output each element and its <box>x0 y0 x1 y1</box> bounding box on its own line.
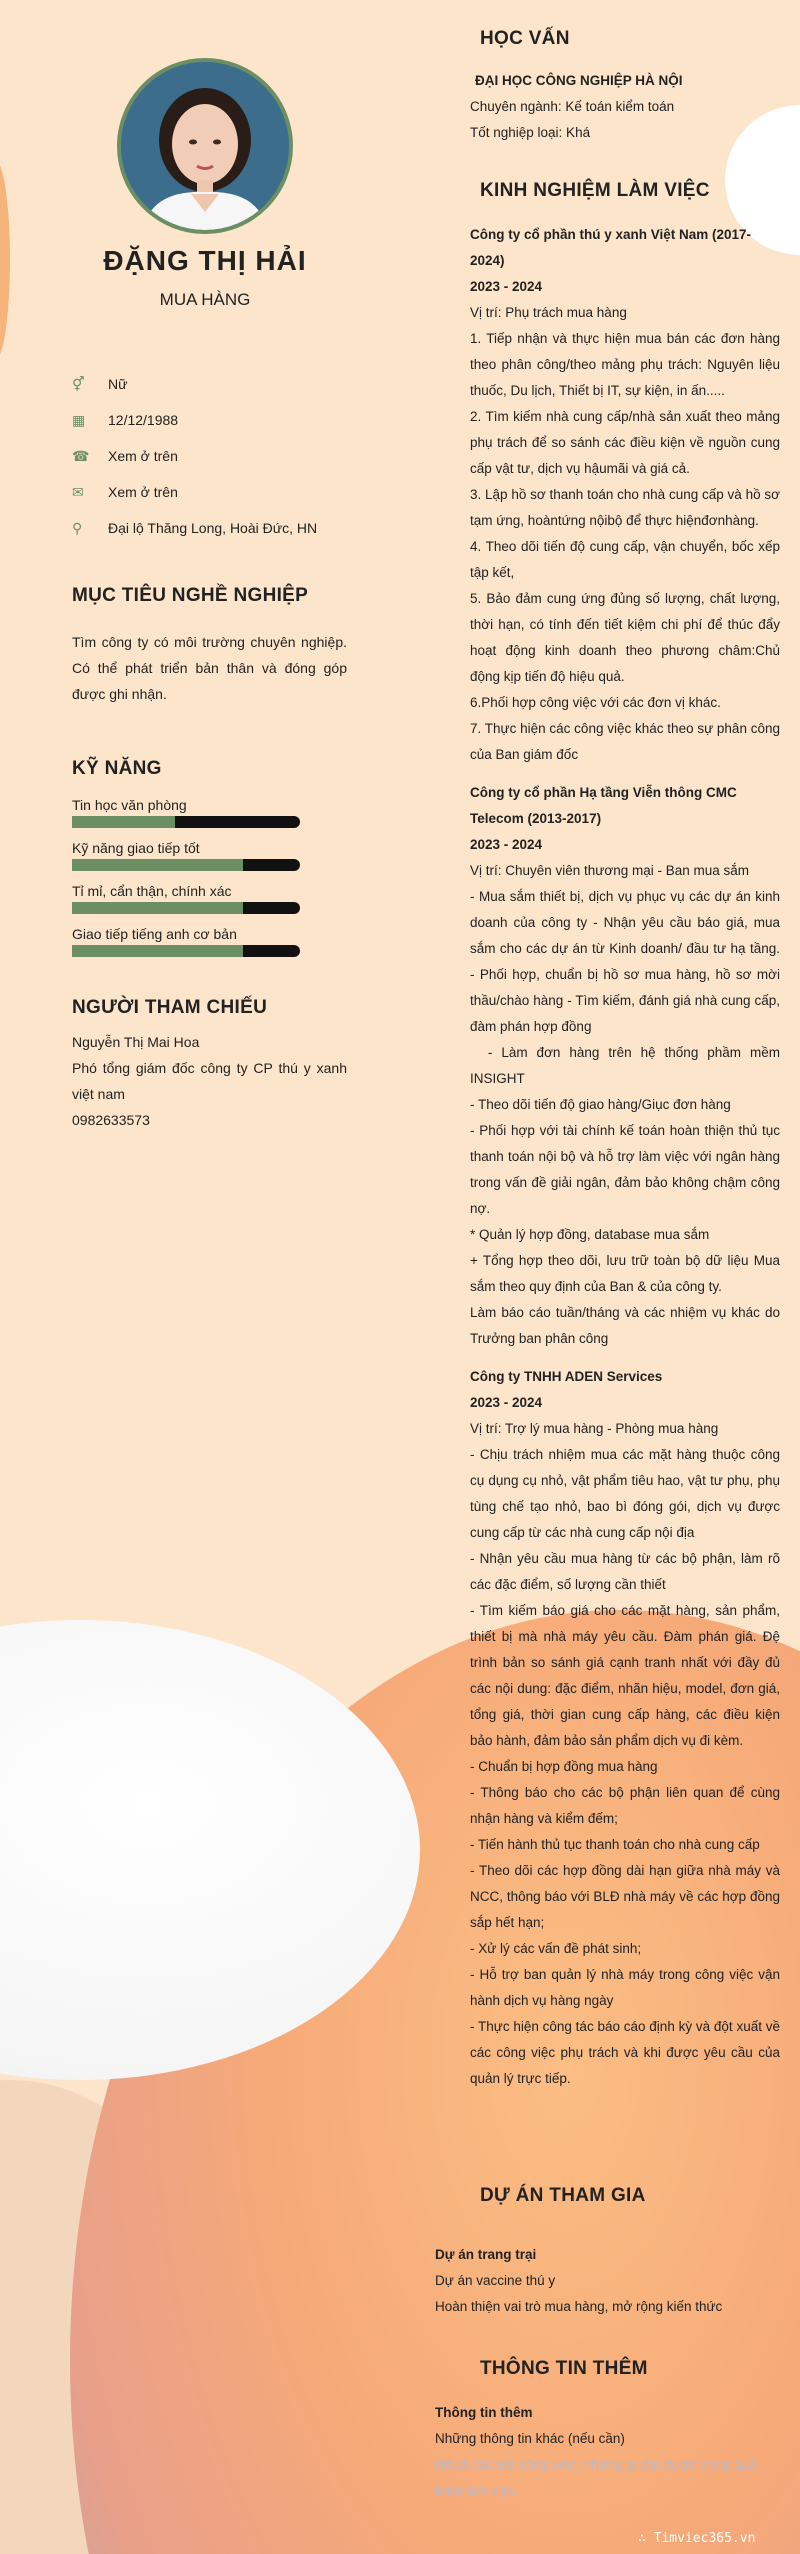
reference-section <box>72 997 347 1133</box>
job-entry <box>470 222 780 768</box>
job-duty: - Theo dõi các hợp đồng dài hạn giữa nhà máy và NCC, thông báo với BLĐ nhà máy về các hợp đồng sắp hết hạn; <box>470 1863 780 1930</box>
objective-text: Tìm công ty có môi trường chuyên nghiệp. Có thể phát triển bản thân và đóng góp được ghi nhận. <box>72 634 347 702</box>
job-duty: - Theo dõi tiến độ giao hàng/Giục đơn hàng <box>470 1097 731 1112</box>
job-period: 2023 - 2024 <box>470 1395 543 1410</box>
reference-title: NGƯỜI THAM CHIẾU <box>72 997 268 1018</box>
info-row-birthday <box>72 402 317 438</box>
project-detail: Dự án vaccine thú y <box>435 2273 556 2288</box>
skill-bar <box>72 902 300 914</box>
info-birthday: 12/12/1988 <box>108 412 179 428</box>
job-period: 2023 - 2024 <box>470 279 543 294</box>
job-position: Vị trí: Trợ lý mua hàng - Phòng mua hàng <box>470 1421 719 1436</box>
candidate-role: MUA HÀNG <box>159 290 251 309</box>
projects-section <box>435 2242 780 2320</box>
job-position: Vị trí: Chuyên viên thương mại - Ban mua sắm <box>470 863 750 878</box>
job-duty: Làm báo cáo tuần/tháng và các nhiệm vụ khác do Trưởng ban phân công <box>470 1305 780 1346</box>
job-duty: - Thông báo cho các bộ phận liên quan để cùng nhận hàng và kiểm đếm; <box>470 1785 780 1826</box>
job-duty: - Nhận yêu cầu mua hàng từ các bộ phận, làm rõ các đặc điểm, số lượng cần thiết <box>470 1551 780 1592</box>
experience-section <box>470 222 784 2092</box>
info-gender: Nữ <box>108 376 128 392</box>
info-phone: Xem ở trên <box>108 448 178 464</box>
education-title: HỌC VẤN <box>480 28 570 49</box>
job-duty: - Phối hợp với tài chính kế toán hoàn thiện thủ tục thanh toán nội bộ và hỗ trợ làm việc với ngân hàng trong vấn đề giải ngân, đảm bảo không chậm công nợ. <box>470 1123 780 1216</box>
job-duty: - Xử lý các vấn đề phát sinh; <box>470 1941 642 1956</box>
project-name: Dự án trang trại <box>435 2247 537 2262</box>
skill-name: Giao tiếp tiếng anh cơ bản <box>72 926 237 942</box>
education-grade: Tốt nghiệp loại: Khá <box>470 125 591 140</box>
skills-title: KỸ NĂNG <box>72 758 162 779</box>
reference-name: Nguyễn Thị Mai Hoa <box>72 1034 200 1050</box>
job-duty: - Tiến hành thủ tục thanh toán cho nhà cung cấp <box>470 1837 760 1852</box>
job-duty: - Làm đơn hàng trên hệ thống phầm mềm INSIGHT <box>470 1045 784 1086</box>
additional-title: THÔNG TIN THÊM <box>480 2358 648 2379</box>
job-duty: 1. Tiếp nhận và thực hiện mua bán các đơn hàng theo phân công/theo mảng phụ trách: Nguyên liệu thuốc, Du lịch, Thiết bị IT, sự kiện, in ấn..... <box>470 331 780 398</box>
job-position: Vị trí: Phụ trách mua hàng <box>470 305 627 320</box>
skill-name: Tỉ mỉ, cẩn thận, chính xác <box>72 883 232 899</box>
job-company: Công ty TNHH ADEN Services <box>470 1369 663 1384</box>
reference-phone: 0982633573 <box>72 1112 150 1128</box>
job-duty: - Mua sắm thiết bị, dịch vụ phục vụ các dự án kinh doanh của công ty - Nhận yêu cầu báo giá, mua sắm cho các dự án từ Kinh doanh/ đầu tư hạ tầng. - Phối hợp, chuẩn bị hồ sơ mua hàng, hồ sơ mời thầu/chào hàng - Tìm kiếm, đánh giá nhà cung cấp, đàm phán hợp đồng <box>470 889 780 1034</box>
job-duty: 2. Tìm kiếm nhà cung cấp/nhà sản xuất theo mảng phụ trách để so sánh các điều kiện về nguồn cung cấp vật tư, dịch vụ hậumãi và giá cả. <box>470 409 780 476</box>
info-row-email <box>72 474 317 510</box>
skill-bar-fill <box>72 945 243 957</box>
job-duty: + Tổng hợp theo dõi, lưu trữ toàn bộ dữ liệu Mua sắm theo quy định của Ban & của công ty. <box>470 1253 780 1294</box>
job-duty: - Chuẩn bị hợp đồng mua hàng <box>470 1759 658 1774</box>
skill-item <box>72 923 347 957</box>
site-watermark: ∴ Timviec365.vn <box>638 2531 756 2546</box>
education-school: ĐẠI HỌC CÔNG NGHIỆP HÀ NỘI <box>475 73 683 88</box>
skill-item <box>72 794 347 828</box>
candidate-name: ĐẶNG THỊ HẢI <box>103 245 307 276</box>
avatar <box>117 58 293 234</box>
job-entry <box>470 1364 780 2092</box>
skill-name: Tin học văn phòng <box>72 797 187 813</box>
skill-name: Kỹ năng giao tiếp tốt <box>72 840 200 856</box>
education-major: Chuyên ngành: Kế toán kiểm toán <box>470 99 675 114</box>
objective-section <box>72 585 347 707</box>
objective-title: MỤC TIÊU NGHỀ NGHIỆP <box>72 585 309 606</box>
job-duty: 6.Phối hợp công việc với các đơn vị khác. <box>470 695 721 710</box>
email-icon: ✉ <box>72 483 84 500</box>
skill-bar-fill <box>72 859 243 871</box>
info-row-address <box>72 510 317 546</box>
additional-section <box>435 2400 780 2504</box>
job-duty: 5. Bảo đảm cung ứng đủng số lượng, chất lượng, thời hạn, có tính đến tiết kiệm chi phí để thúc đẩy hoạt động kinh doanh theo phương châm:Chủ động kịp tiến độ hiệu quả. <box>470 591 780 684</box>
job-duty: 4. Theo dõi tiến độ cung cấp, vận chuyển, bốc xếp tập kết, <box>470 539 780 580</box>
job-duty: - Hỗ trợ ban quản lý nhà máy trong công việc vận hành dịch vụ hàng ngày <box>470 1967 780 2008</box>
job-duty: - Chịu trách nhiệm mua các mặt hàng thuộc công cụ dụng cụ nhỏ, vật phẩm tiêu hao, vật tư phụ, phụ tùng chế tạo nhỏ, bao bì đóng gói, dịch vụ được cung cấp từ các nhà cung cấp nội địa <box>470 1447 780 1540</box>
skill-bar <box>72 859 300 871</box>
job-period: 2023 - 2024 <box>470 837 543 852</box>
reference-position: Phó tổng giám đốc công ty CP thú y xanh việt nam <box>72 1060 347 1102</box>
info-address: Đại lộ Thăng Long, Hoài Đức, HN <box>108 520 318 536</box>
skill-bar-fill <box>72 902 243 914</box>
job-duty: 3. Lập hồ sơ thanh toán cho nhà cung cấp và hồ sơ tạm ứng, hoàntứng nộibộ để thực hiệnđơnhàng. <box>470 487 780 528</box>
skill-bar <box>72 816 300 828</box>
info-email: Xem ở trên <box>108 484 178 500</box>
job-duty: - Thực hiện công tác báo cáo định kỳ và đột xuất về các công việc phụ trách và khi được yêu cầu của quản lý trực tiếp. <box>470 2019 780 2086</box>
job-duty: - Tìm kiếm báo giá cho các mặt hàng, sản phẩm, thiết bị mà nhà máy yêu cầu. Đàm phán giá. Đệ trình bản so sánh giá cạnh tranh nhất với đầy đủ các nội dung: đặc điểm, nhãn hiệu, model, đơn giá, tổng giá, thời gian cung cấp hàng, các điều kiện bảo hành, đảm bảo sản phẩm dịch vụ đi kèm. <box>470 1603 780 1748</box>
job-company: Công ty cổ phần thú y xanh Việt Nam (2017-2024) <box>470 227 752 268</box>
location-icon: ⚲ <box>72 519 83 536</box>
calendar-icon: ▦ <box>72 411 86 428</box>
job-entry <box>470 780 784 1352</box>
skill-item <box>72 837 347 871</box>
projects-title: DỰ ÁN THAM GIA <box>480 2185 646 2206</box>
job-duty: * Quản lý hợp đồng, database mua sắm <box>470 1227 710 1242</box>
gender-icon: ⚥ <box>72 375 85 392</box>
project-role: Hoàn thiện vai trò mua hàng, mở rộng kiến thức <box>435 2299 723 2314</box>
job-duty: 7. Thực hiện các công việc khác theo sự phân công của Ban giám đốc <box>470 721 780 762</box>
info-row-gender <box>72 366 317 402</box>
additional-text: Những thông tin khác (nếu cần) <box>435 2431 625 2446</box>
skills-section <box>72 758 347 966</box>
job-company: Công ty cổ phần Hạ tầng Viễn thông CMC Telecom (2013-2017) <box>470 785 737 826</box>
skills-list <box>72 794 347 957</box>
skill-bar <box>72 945 300 957</box>
phone-icon: ☎ <box>72 447 90 464</box>
additional-label: Thông tin thêm <box>435 2405 533 2420</box>
avatar-portrait <box>121 62 289 230</box>
skill-item <box>72 880 347 914</box>
additional-hint: Mô tả các tiết công việc, những gì đạt được trong quá trình làm việc. <box>435 2457 757 2498</box>
contact-info-list <box>72 366 317 546</box>
education-section <box>470 68 780 146</box>
experience-title: KINH NGHIỆM LÀM VIỆC <box>480 180 710 201</box>
skill-bar-fill <box>72 816 175 828</box>
info-row-phone <box>72 438 317 474</box>
